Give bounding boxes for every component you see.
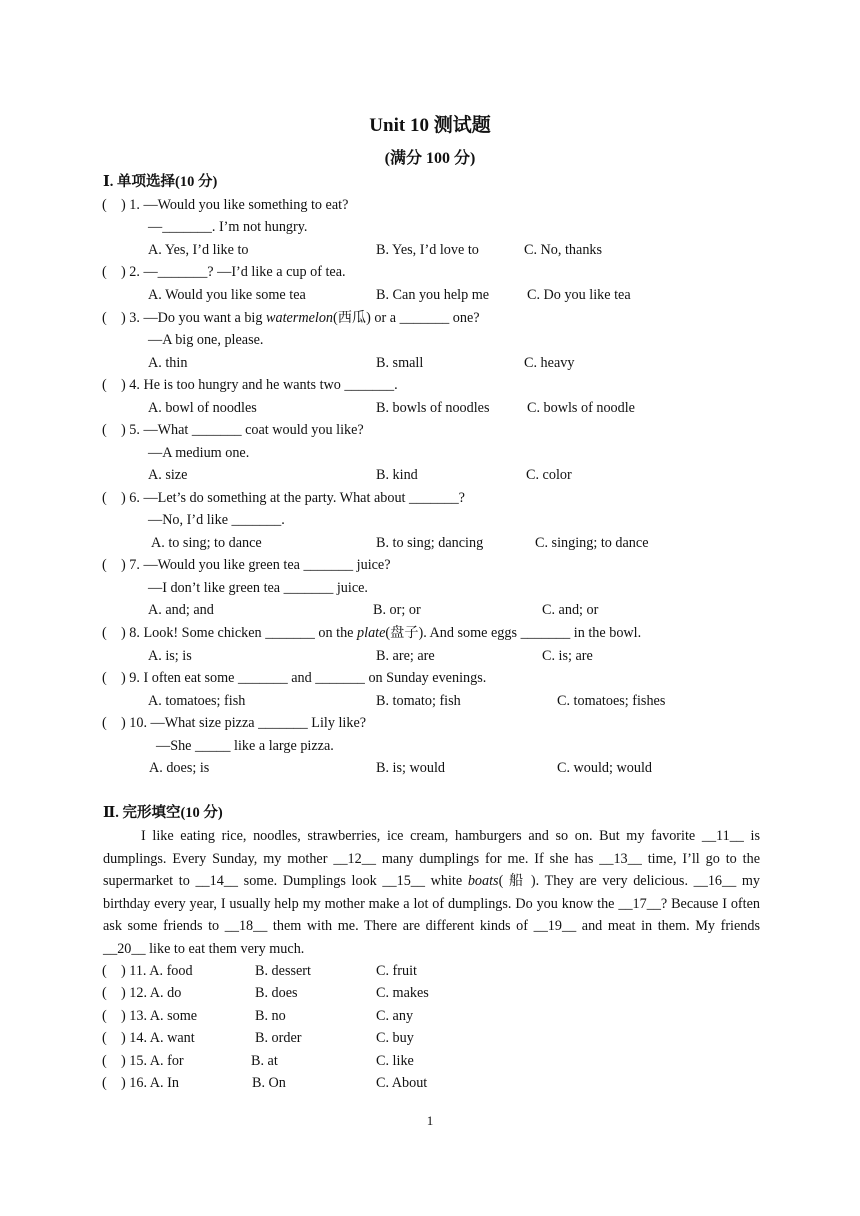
question-stem: ) 1. —Would you like something to eat? <box>121 197 349 213</box>
question-stem: ) 6. —Let’s do something at the party. What about _______? <box>121 490 465 506</box>
option-b: B. kind <box>376 467 418 483</box>
answer-bracket: ( <box>102 422 107 438</box>
cloze-item-option-a: ) 16. A. In <box>121 1075 179 1091</box>
option-c: C. About <box>376 1075 428 1091</box>
question-stem: ) 5. —What _______ coat would you like? <box>121 422 364 438</box>
option-c: C. color <box>526 467 572 483</box>
option-b: B. On <box>252 1075 286 1091</box>
question-dialog: —I don’t like green tea _______ juice. <box>148 580 368 596</box>
answer-bracket: ( <box>102 670 107 686</box>
option-a: A. does; is <box>149 760 210 776</box>
answer-bracket: ( <box>102 310 107 326</box>
cloze-item-option-a: ) 11. A. food <box>121 963 193 979</box>
option-c: C. fruit <box>376 963 417 979</box>
option-c: C. bowls of noodle <box>527 400 635 416</box>
answer-bracket: ( <box>102 377 107 393</box>
option-b: B. dessert <box>255 963 311 979</box>
option-b: B. small <box>376 355 424 371</box>
cloze-item-option-a: ) 12. A. do <box>121 985 182 1001</box>
answer-bracket: ( <box>102 1008 107 1024</box>
answer-bracket: ( <box>102 1053 107 1069</box>
option-b: B. order <box>255 1030 302 1046</box>
answer-bracket: ( <box>102 490 107 506</box>
question-stem: ) 3. —Do you want a big watermelon(西瓜) or a _______ one? <box>121 310 480 326</box>
option-b: B. are; are <box>376 648 435 664</box>
answer-bracket: ( <box>102 715 107 731</box>
option-a: A. Yes, I’d like to <box>148 242 249 258</box>
option-b: B. to sing; dancing <box>376 535 484 551</box>
option-c: C. makes <box>376 985 429 1001</box>
option-a: A. bowl of noodles <box>148 400 257 416</box>
option-c: C. like <box>376 1053 414 1069</box>
answer-bracket: ( <box>102 197 107 213</box>
option-c: C. Do you like tea <box>527 287 631 303</box>
option-b: B. bowls of noodles <box>376 400 490 416</box>
question-stem: ) 10. —What size pizza _______ Lily like? <box>121 715 367 731</box>
section-heading-1: Ⅰ. 单项选择(10 分) <box>103 174 218 190</box>
answer-bracket: ( <box>102 625 107 641</box>
question-dialog: —_______. I’m not hungry. <box>148 219 308 235</box>
option-c: C. would; would <box>557 760 652 776</box>
option-b: B. no <box>255 1008 286 1024</box>
option-c: C. buy <box>376 1030 414 1046</box>
answer-bracket: ( <box>102 985 107 1001</box>
option-a: A. and; and <box>148 602 214 618</box>
option-a: A. is; is <box>148 648 192 664</box>
answer-bracket: ( <box>102 1075 107 1091</box>
option-b: B. Yes, I’d love to <box>376 242 479 258</box>
answer-bracket: ( <box>102 1030 107 1046</box>
answer-bracket: ( <box>102 264 107 280</box>
question-dialog: —She _____ like a large pizza. <box>156 738 334 754</box>
option-c: C. heavy <box>524 355 575 371</box>
option-a: A. thin <box>148 355 188 371</box>
question-dialog: —No, I’d like _______. <box>148 512 285 528</box>
option-b: B. at <box>251 1053 278 1069</box>
cloze-passage: I like eating rice, noodles, strawberries, ice cream, hamburgers and so on. But my favorite __11__ is dumplings. Every Sunday, my mother __12__ many dumplings for me. If she has __13__ time, I’ll go to the supermarket to __14__ some. Dumplings look __15__ white boats( 船 ). They are very delicious. __16__ my birthday every year, I usually help my mother make a lot of dumplings. Do you know the __17__? Because I often ask some friends to __18__ them with me. There are different kinds of __19__ and meat in them. My friends __20__ like to eat them very much. <box>103 828 760 957</box>
cloze-item-option-a: ) 14. A. want <box>121 1030 195 1046</box>
option-c: C. tomatoes; fishes <box>557 693 666 709</box>
page-title: Unit 10 测试题 <box>369 115 491 136</box>
page-subtitle: (满分 100 分) <box>384 150 476 167</box>
option-a: A. tomatoes; fish <box>148 693 246 709</box>
question-stem: ) 4. He is too hungry and he wants two _______. <box>121 377 398 393</box>
question-stem: ) 8. Look! Some chicken _______ on the plate(盘子). And some eggs _______ in the bowl. <box>121 625 642 641</box>
cloze-item-option-a: ) 15. A. for <box>121 1053 184 1069</box>
option-b: B. or; or <box>373 602 421 618</box>
answer-bracket: ( <box>102 557 107 573</box>
option-a: A. Would you like some tea <box>148 287 306 303</box>
question-stem: ) 7. —Would you like green tea _______ juice? <box>121 557 391 573</box>
option-c: C. any <box>376 1008 414 1024</box>
option-a: A. to sing; to dance <box>151 535 262 551</box>
option-c: C. No, thanks <box>524 242 603 258</box>
section-heading-2: Ⅱ. 完形填空(10 分) <box>103 805 223 821</box>
option-b: B. Can you help me <box>376 287 490 303</box>
question-dialog: —A medium one. <box>148 445 250 461</box>
answer-bracket: ( <box>102 963 107 979</box>
option-b: B. tomato; fish <box>376 693 461 709</box>
option-c: C. is; are <box>542 648 593 664</box>
option-c: C. singing; to dance <box>535 535 649 551</box>
page-number: 1 <box>426 1113 434 1128</box>
question-stem: ) 2. —_______? —I’d like a cup of tea. <box>121 264 346 280</box>
question-dialog: —A big one, please. <box>148 332 264 348</box>
cloze-item-option-a: ) 13. A. some <box>121 1008 198 1024</box>
option-b: B. is; would <box>376 760 445 776</box>
option-c: C. and; or <box>542 602 599 618</box>
option-b: B. does <box>255 985 298 1001</box>
option-a: A. size <box>148 467 188 483</box>
question-stem: ) 9. I often eat some _______ and _______ on Sunday evenings. <box>121 670 487 686</box>
